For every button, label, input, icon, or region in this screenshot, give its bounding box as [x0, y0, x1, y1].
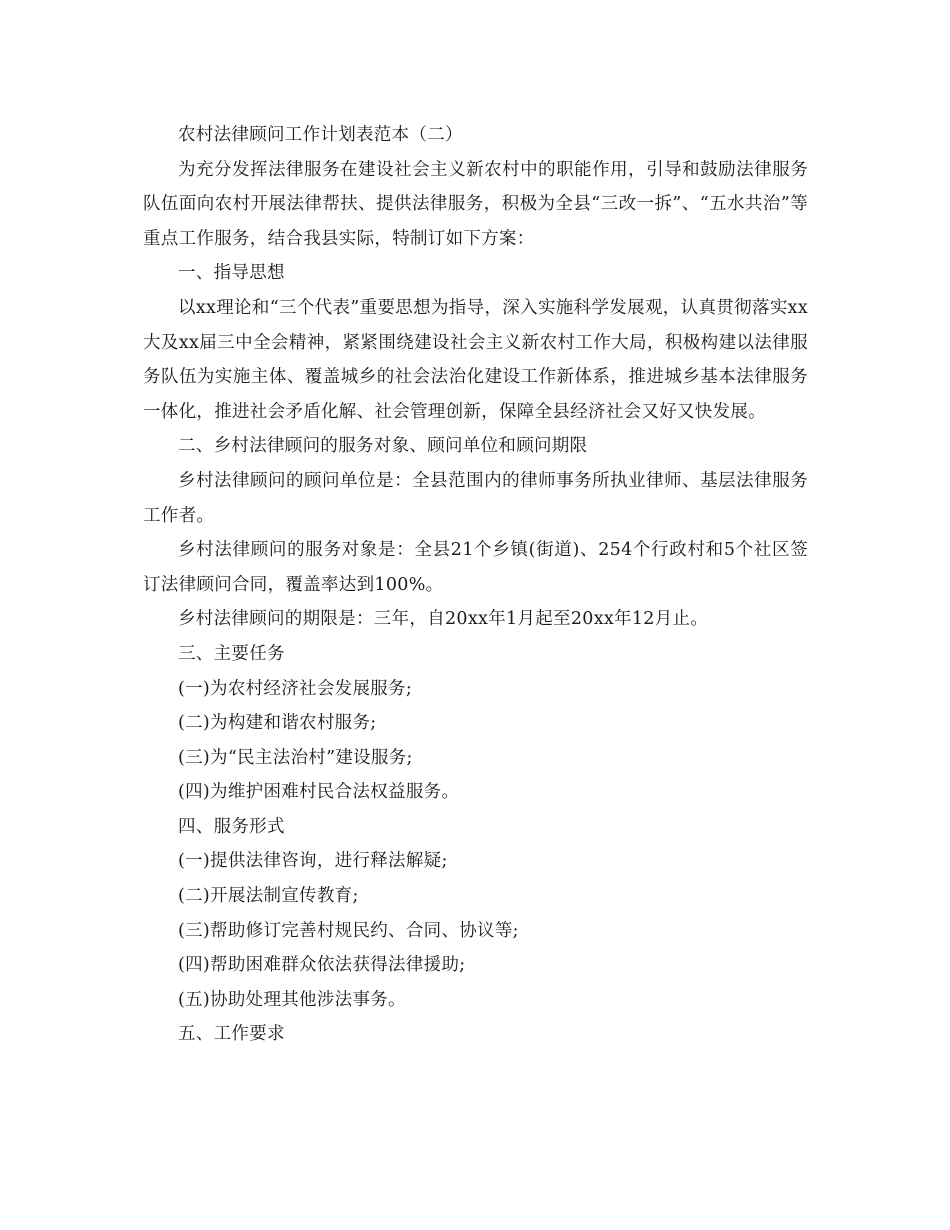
list-item: (三)为“民主法治村”建设服务;	[178, 747, 413, 768]
section-heading-work-requirements: 五、工作要求	[178, 1024, 285, 1045]
guiding-ideology-paragraph: 以xx理论和“三个代表”重要思想为指导，深入实施科学发展观，认真贯彻落实xx大及xx届三中全会精神，紧紧围绕建设社会主义新农村工作大局，积极构建以法律服务队伍为实施主体、覆盖城乡的社会法治化建设工作新体系，推进城乡基本法律服务一体化，推进社会矛盾化解、社会管理创新，保障全县经济社会又好又快发展。	[143, 297, 808, 422]
list-item: (三)帮助修订完善村规民约、合同、协议等;	[178, 920, 519, 941]
section-heading-main-tasks: 三、主要任务	[178, 643, 285, 664]
document-title: 农村法律顾问工作计划表范本（二）	[178, 125, 463, 145]
list-item: (二)为构建和谐农村服务;	[178, 713, 377, 734]
list-item: (四)为维护困难村民合法权益服务。	[178, 782, 460, 803]
document-body	[143, 118, 808, 1052]
list-item: (一)为农村经济社会发展服务;	[178, 678, 413, 699]
list-item: (一)提供法律咨询，进行释法解疑;	[178, 851, 448, 872]
list-item: (五)协助处理其他涉法事务。	[178, 989, 406, 1010]
service-target-paragraph: 乡村法律顾问的服务对象是：全县21个乡镇(街道)、254个行政村和5个社区签订法律顾问合同，覆盖率达到100%。	[143, 540, 808, 595]
advisor-unit-paragraph: 乡村法律顾问的顾问单位是：全县范围内的律师事务所执业律师、基层法律服务工作者。	[143, 470, 808, 526]
list-item: (二)开展法制宣传教育;	[178, 886, 359, 907]
list-item: (四)帮助困难群众依法获得法律援助;	[178, 955, 466, 976]
section-heading-service-scope: 二、乡村法律顾问的服务对象、顾问单位和顾问期限	[178, 436, 588, 457]
section-heading-guiding-ideology: 一、指导思想	[178, 263, 285, 284]
intro-paragraph: 为充分发挥法律服务在建设社会主义新农村中的职能作用，引导和鼓励法律服务队伍面向农村开展法律帮扶、提供法律服务，积极为全县“三改一拆”、“五水共治”等重点工作服务，结合我县实际，特制订如下方案：	[143, 159, 808, 249]
section-heading-service-forms: 四、服务形式	[178, 816, 285, 837]
service-term-paragraph: 乡村法律顾问的期限是：三年，自20xx年1月起至20xx年12月止。	[178, 609, 709, 630]
